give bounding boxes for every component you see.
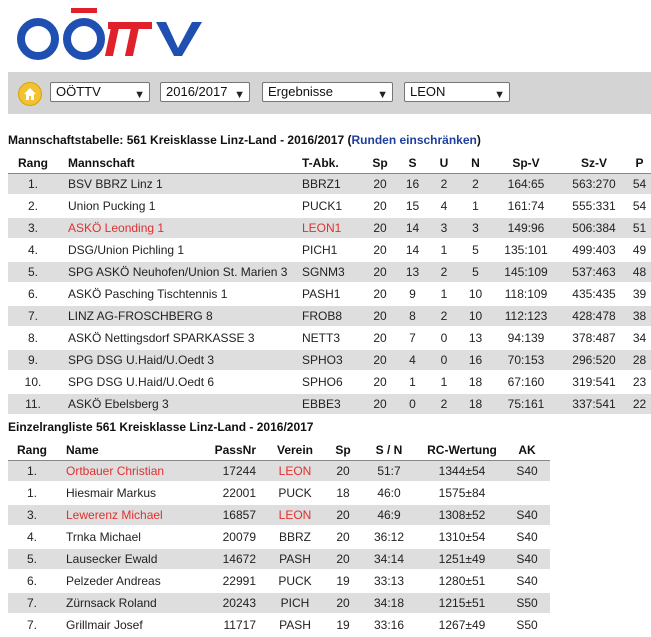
cell-club: PICH [262,592,328,614]
cell-wins: 1 [396,371,429,393]
cell-losses: 10 [459,283,492,305]
chevron-down-icon: ▼ [134,89,145,101]
cell-losses: 1 [459,195,492,217]
team-standings-table [8,153,651,416]
cell-rc-rating: 1280±51 [420,570,504,592]
col-szv[interactable]: Sz-V [560,153,628,174]
cell-match-ratio: 135:101 [492,239,560,261]
cell-wins-losses: 51:7 [358,461,420,483]
cell-rang: 1. [8,174,58,196]
col-abbr[interactable]: T-Abk. [302,153,364,174]
cell-team-abbr: NETT3 [302,327,364,349]
cell-team-name: ASKÖ Ebelsberg 3 [58,393,302,415]
cell-age-class: S50 [504,592,550,614]
col-sn[interactable]: S / N [358,440,420,461]
cell-points: 54 [628,195,651,217]
cell-team-name: Union Pucking 1 [58,195,302,217]
cell-rang: 4. [8,239,58,261]
home-button[interactable] [18,82,42,106]
col-rc[interactable]: RC-Wertung [420,440,504,461]
ottv-logo-graphic [16,4,206,64]
team-row[interactable] [8,217,651,239]
team-row[interactable] [8,393,651,415]
cell-team-abbr: SGNM3 [302,261,364,283]
col-u[interactable]: U [429,153,459,174]
cell-club: PASH [262,614,328,636]
cell-rang: 5. [8,548,56,570]
cell-losses: 5 [459,261,492,283]
team-row[interactable] [8,349,651,371]
cell-games: 20 [328,526,358,548]
team-row[interactable] [8,305,651,327]
cell-draws: 2 [429,393,459,415]
cell-pass-number: 20243 [196,592,262,614]
cell-match-ratio: 94:139 [492,327,560,349]
cell-match-ratio: 164:65 [492,174,560,196]
cell-player-name: Zürnsack Roland [56,592,196,614]
cell-draws: 0 [429,349,459,371]
cell-match-ratio: 112:123 [492,305,560,327]
col-p[interactable]: P [628,153,651,174]
cell-points: 49 [628,239,651,261]
team-row[interactable] [8,239,651,261]
cell-wins: 9 [396,283,429,305]
cell-wins-losses: 34:14 [358,548,420,570]
cell-team-abbr: SPHO3 [302,349,364,371]
cell-rc-rating: 1308±52 [420,504,504,526]
cell-games: 20 [364,261,396,283]
team-table-header [8,153,651,174]
player-ranking-table [8,440,550,637]
chevron-down-icon: ▼ [377,89,388,101]
cell-losses: 3 [459,217,492,239]
col-club[interactable]: Verein [262,440,328,461]
filter-toolbar [8,72,651,114]
cell-match-ratio: 161:74 [492,195,560,217]
club-select[interactable] [404,82,510,102]
cell-draws: 2 [429,261,459,283]
limit-rounds-link[interactable]: Runden einschränken [351,133,477,147]
paren-open: ( [347,133,352,147]
cell-games: 20 [364,349,396,371]
cell-set-ratio: 506:384 [560,217,628,239]
col-s[interactable]: S [396,153,429,174]
cell-points: 34 [628,327,651,349]
cell-draws: 2 [429,305,459,327]
player-row[interactable] [8,482,550,504]
cell-games: 20 [364,305,396,327]
cell-losses: 10 [459,305,492,327]
cell-club: LEON [262,504,328,526]
player-row[interactable] [8,614,550,636]
cell-rang: 1. [8,482,56,504]
chevron-down-icon: ▼ [494,89,505,101]
association-select[interactable] [50,82,150,102]
cell-games: 20 [328,461,358,483]
cell-wins: 7 [396,327,429,349]
cell-age-class: S40 [504,504,550,526]
cell-team-abbr: PUCK1 [302,195,364,217]
cell-wins: 14 [396,239,429,261]
cell-losses: 18 [459,393,492,415]
cell-pass-number: 11717 [196,614,262,636]
player-row[interactable] [8,504,550,526]
cell-rang: 8. [8,327,58,349]
cell-match-ratio: 75:161 [492,393,560,415]
cell-games: 20 [328,592,358,614]
cell-games: 20 [364,393,396,415]
cell-team-name: BSV BBRZ Linz 1 [58,174,302,196]
team-row[interactable] [8,261,651,283]
cell-points: 54 [628,174,651,196]
cell-set-ratio: 563:270 [560,174,628,196]
player-row[interactable] [8,548,550,570]
cell-draws: 4 [429,195,459,217]
player-row[interactable] [8,526,550,548]
cell-team-abbr: BBRZ1 [302,174,364,196]
cell-club: PUCK [262,482,328,504]
cell-wins-losses: 46:9 [358,504,420,526]
cell-points: 51 [628,217,651,239]
cell-wins: 8 [396,305,429,327]
col-rang[interactable]: Rang [8,153,58,174]
cell-losses: 13 [459,327,492,349]
cell-team-abbr: PASH1 [302,283,364,305]
ottv-logo[interactable] [16,4,206,64]
cell-wins-losses: 34:18 [358,592,420,614]
cell-team-abbr: EBBE3 [302,393,364,415]
cell-rang: 10. [8,371,58,393]
cell-match-ratio: 149:96 [492,217,560,239]
player-table-title-text: Einzelrangliste 561 Kreisklasse Linz-Land - 2016/2017 [8,420,314,434]
cell-draws: 1 [429,283,459,305]
col-team[interactable]: Mannschaft [58,153,302,174]
cell-player-name: Grillmair Josef [56,614,196,636]
cell-set-ratio: 555:331 [560,195,628,217]
cell-match-ratio: 67:160 [492,371,560,393]
col-n[interactable]: N [459,153,492,174]
cell-pass-number: 14672 [196,548,262,570]
cell-rc-rating: 1575±84 [420,482,504,504]
cell-points: 23 [628,371,651,393]
club-select-value: LEON [410,84,446,99]
col-ak[interactable]: AK [504,440,550,461]
cell-pass-number: 22001 [196,482,262,504]
cell-losses: 2 [459,174,492,196]
cell-wins-losses: 46:0 [358,482,420,504]
cell-team-abbr: SPHO6 [302,371,364,393]
cell-points: 22 [628,393,651,415]
cell-rc-rating: 1267±49 [420,614,504,636]
cell-rc-rating: 1251±49 [420,548,504,570]
cell-team-abbr: PICH1 [302,239,364,261]
cell-wins: 4 [396,349,429,371]
cell-points: 48 [628,261,651,283]
cell-games: 20 [364,239,396,261]
col-sp[interactable]: Sp [328,440,358,461]
cell-set-ratio: 435:435 [560,283,628,305]
cell-set-ratio: 319:541 [560,371,628,393]
cell-age-class: S40 [504,461,550,483]
cell-draws: 0 [429,327,459,349]
cell-games: 20 [364,283,396,305]
team-row[interactable] [8,174,651,196]
cell-pass-number: 16857 [196,504,262,526]
cell-losses: 5 [459,239,492,261]
cell-games: 20 [364,174,396,196]
cell-rang: 6. [8,283,58,305]
cell-rang: 7. [8,592,56,614]
cell-rang: 7. [8,614,56,636]
cell-age-class: S50 [504,614,550,636]
cell-team-name: ASKÖ Leonding 1 [58,217,302,239]
team-row[interactable] [8,327,651,349]
cell-pass-number: 20079 [196,526,262,548]
cell-rang: 7. [8,305,58,327]
cell-games: 20 [328,548,358,570]
paren-close: ) [476,133,481,147]
cell-rang: 1. [8,461,56,483]
cell-games: 18 [328,482,358,504]
view-select[interactable] [262,82,393,102]
cell-wins: 13 [396,261,429,283]
cell-games: 20 [364,327,396,349]
view-select-value: Ergebnisse [268,84,334,99]
cell-match-ratio: 145:109 [492,261,560,283]
cell-club: PUCK [262,570,328,592]
cell-rang: 2. [8,195,58,217]
cell-club: BBRZ [262,526,328,548]
player-table-title [8,420,313,434]
cell-age-class: S40 [504,548,550,570]
col-spv[interactable]: Sp-V [492,153,560,174]
cell-player-name: Pelzeder Andreas [56,570,196,592]
player-table-header [8,440,550,461]
cell-rang: 5. [8,261,58,283]
cell-wins-losses: 36:12 [358,526,420,548]
cell-team-name: DSG/Union Pichling 1 [58,239,302,261]
cell-club: PASH [262,548,328,570]
cell-team-name: SPG DSG U.Haid/U.Oedt 6 [58,371,302,393]
cell-draws: 1 [429,371,459,393]
cell-match-ratio: 70:153 [492,349,560,371]
player-row[interactable] [8,570,550,592]
cell-set-ratio: 337:541 [560,393,628,415]
team-row[interactable] [8,283,651,305]
cell-points: 39 [628,283,651,305]
cell-draws: 1 [429,239,459,261]
cell-wins: 14 [396,217,429,239]
cell-set-ratio: 499:403 [560,239,628,261]
chevron-down-icon: ▼ [234,89,245,101]
cell-wins-losses: 33:13 [358,570,420,592]
cell-team-name: LINZ AG-FROSCHBERG 8 [58,305,302,327]
team-row[interactable] [8,371,651,393]
team-table-title [8,133,481,147]
cell-wins-losses: 33:16 [358,614,420,636]
cell-rc-rating: 1310±54 [420,526,504,548]
cell-wins: 16 [396,174,429,196]
cell-age-class: S40 [504,570,550,592]
cell-games: 20 [364,371,396,393]
cell-rang: 9. [8,349,58,371]
cell-rang: 6. [8,570,56,592]
association-select-value: OÖTTV [56,84,101,99]
cell-games: 19 [328,570,358,592]
col-name[interactable]: Name [56,440,196,461]
cell-match-ratio: 118:109 [492,283,560,305]
season-select-value: 2016/2017 [166,84,228,99]
cell-losses: 18 [459,371,492,393]
player-row[interactable] [8,592,550,614]
cell-losses: 16 [459,349,492,371]
col-pass[interactable]: PassNr [196,440,262,461]
cell-set-ratio: 296:520 [560,349,628,371]
cell-pass-number: 22991 [196,570,262,592]
cell-rc-rating: 1215±51 [420,592,504,614]
cell-points: 38 [628,305,651,327]
cell-player-name: Ortbauer Christian [56,461,196,483]
team-table-title-text: Mannschaftstabelle: 561 Kreisklasse Linz-Land - 2016/2017 [8,133,345,147]
cell-rang: 11. [8,393,58,415]
cell-team-name: ASKÖ Nettingsdorf SPARKASSE 3 [58,327,302,349]
col-rang[interactable]: Rang [8,440,56,461]
cell-player-name: Lausecker Ewald [56,548,196,570]
cell-set-ratio: 537:463 [560,261,628,283]
cell-set-ratio: 428:478 [560,305,628,327]
cell-wins: 15 [396,195,429,217]
cell-rc-rating: 1344±54 [420,461,504,483]
cell-age-class: S40 [504,526,550,548]
cell-rang: 4. [8,526,56,548]
cell-draws: 2 [429,174,459,196]
player-row[interactable] [8,461,550,483]
team-row[interactable] [8,195,651,217]
cell-player-name: Hiesmair Markus [56,482,196,504]
cell-pass-number: 17244 [196,461,262,483]
cell-team-name: ASKÖ Pasching Tischtennis 1 [58,283,302,305]
cell-games: 20 [328,504,358,526]
cell-team-abbr: FROB8 [302,305,364,327]
cell-player-name: Trnka Michael [56,526,196,548]
season-select[interactable] [160,82,250,102]
cell-games: 20 [364,217,396,239]
cell-games: 20 [364,195,396,217]
cell-points: 28 [628,349,651,371]
cell-draws: 3 [429,217,459,239]
cell-team-name: SPG DSG U.Haid/U.Oedt 3 [58,349,302,371]
cell-age-class [504,482,550,504]
cell-set-ratio: 378:487 [560,327,628,349]
home-icon [23,87,37,101]
cell-club: LEON [262,461,328,483]
cell-games: 19 [328,614,358,636]
cell-wins: 0 [396,393,429,415]
cell-player-name: Lewerenz Michael [56,504,196,526]
cell-rang: 3. [8,217,58,239]
col-sp[interactable]: Sp [364,153,396,174]
cell-team-name: SPG ASKÖ Neuhofen/Union St. Marien 3 [58,261,302,283]
cell-rang: 3. [8,504,56,526]
cell-team-abbr: LEON1 [302,217,364,239]
